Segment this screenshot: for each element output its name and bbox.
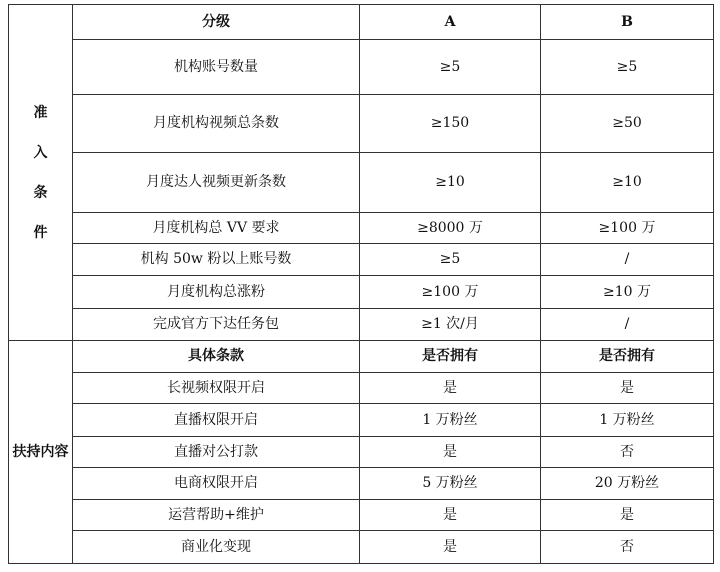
row-label: 机构账号数量 [73,40,360,95]
row-value-a: 1 万粉丝 [360,404,541,437]
row-value-a: ≥5 [360,40,541,95]
table-row [9,373,714,404]
row-value-b: ≥10 万 [541,276,714,309]
row-label: 电商权限开启 [73,468,360,500]
row-value-a: 是 [360,437,541,468]
row-value-a: ≥100 万 [360,276,541,309]
row-value-a: 是 [360,500,541,531]
table-row [9,531,714,564]
table-row [9,404,714,437]
entry-header-a: A [360,5,541,40]
row-value-b: ≥10 [541,153,714,213]
table-row [9,213,714,244]
support-header-row [9,341,714,373]
table-row [9,468,714,500]
row-label: 商业化变现 [73,531,360,564]
row-value-b: 否 [541,531,714,564]
support-header-b: 是否拥有 [541,341,714,373]
entry-header-b: B [541,5,714,40]
row-label: 直播对公打款 [73,437,360,468]
row-label: 完成官方下达任务包 [73,309,360,341]
support-section-label: 扶持内容 [9,341,73,564]
row-value-a: ≥10 [360,153,541,213]
row-value-b: ≥5 [541,40,714,95]
row-value-b: 是 [541,500,714,531]
table-row [9,153,714,213]
entry-header-row [9,5,714,40]
row-label: 月度机构总 VV 要求 [73,213,360,244]
entry-header-label: 分级 [73,5,360,40]
row-value-a: ≥1 次/月 [360,309,541,341]
row-value-b: 20 万粉丝 [541,468,714,500]
table-row [9,95,714,153]
support-header-label: 具体条款 [73,341,360,373]
table-row [9,437,714,468]
support-header-a: 是否拥有 [360,341,541,373]
row-label: 月度机构总涨粉 [73,276,360,309]
row-value-a: 是 [360,531,541,564]
row-label: 长视频权限开启 [73,373,360,404]
row-label: 月度达人视频更新条数 [73,153,360,213]
row-label: 机构 50w 粉以上账号数 [73,244,360,276]
row-value-b: 是 [541,373,714,404]
table-row [9,500,714,531]
row-value-b: 1 万粉丝 [541,404,714,437]
table-row [9,309,714,341]
table-row [9,244,714,276]
table-row [9,40,714,95]
row-label: 直播权限开启 [73,404,360,437]
row-value-a: 是 [360,373,541,404]
row-value-a: 5 万粉丝 [360,468,541,500]
row-label: 运营帮助+维护 [73,500,360,531]
row-value-b: ≥50 [541,95,714,153]
tier-table [8,4,714,564]
row-value-a: ≥5 [360,244,541,276]
row-value-b: 否 [541,437,714,468]
row-value-b: ≥100 万 [541,213,714,244]
row-value-a: ≥8000 万 [360,213,541,244]
row-value-b: / [541,244,714,276]
row-value-b: / [541,309,714,341]
table-row [9,276,714,309]
row-label: 月度机构视频总条数 [73,95,360,153]
entry-section-label: 准入条件 [9,5,73,341]
row-value-a: ≥150 [360,95,541,153]
